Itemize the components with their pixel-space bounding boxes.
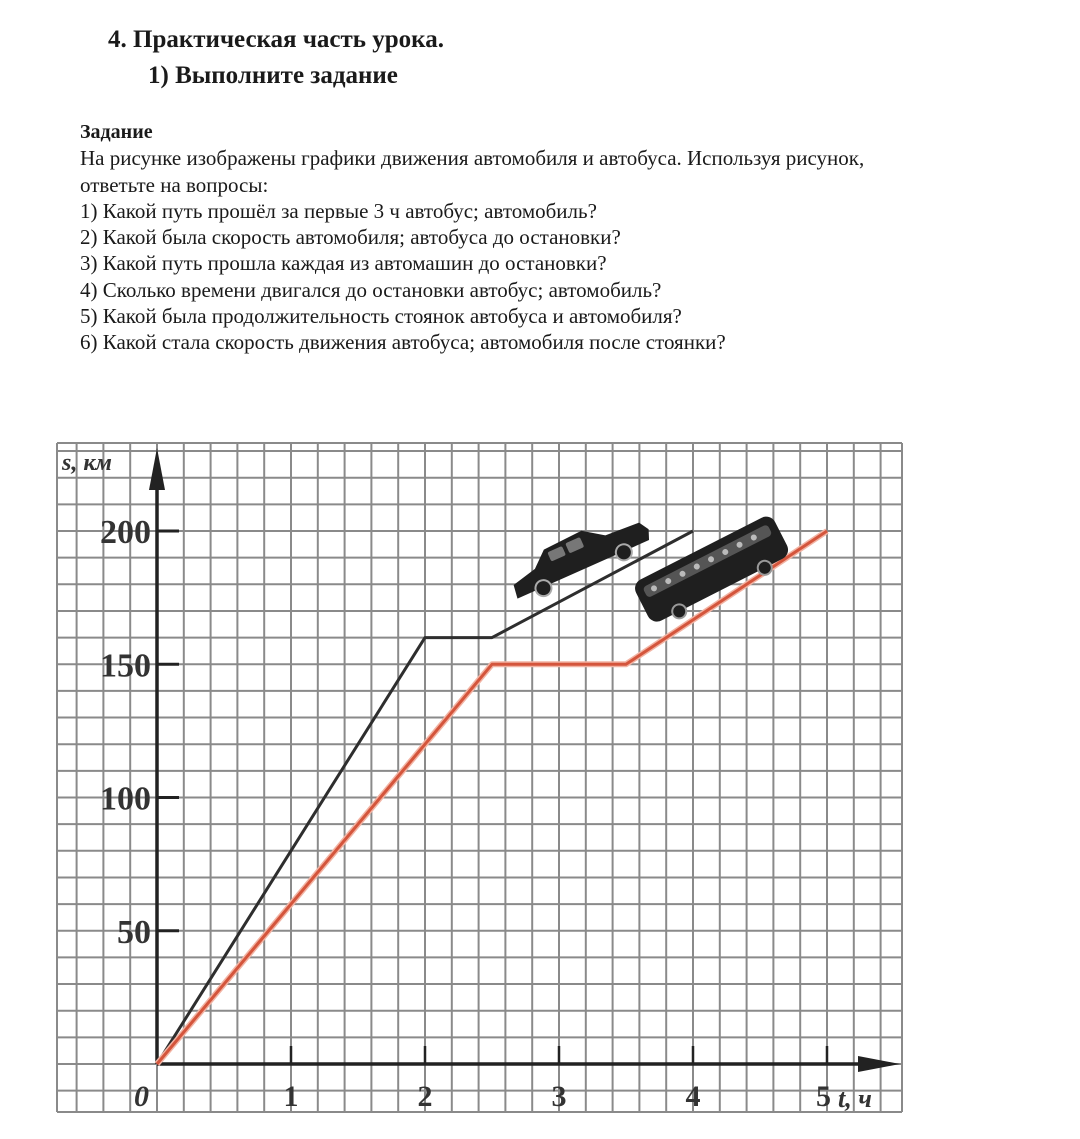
x-axis-label: t, ч: [838, 1084, 872, 1113]
task-block: [80, 119, 1080, 356]
task-intro-line2: ответьте на вопросы:: [80, 172, 269, 197]
svg-text:4: 4: [685, 1080, 701, 1113]
subsection-title: 1) Выполните задание: [148, 62, 398, 89]
svg-text:3: 3: [551, 1080, 567, 1113]
question-4: 4) Сколько времени двигался до остановки автобус; автомобиль?: [80, 277, 662, 302]
svg-text:5: 5: [816, 1080, 831, 1113]
question-2: 2) Какой была скорость автомобиля; автобуса до остановки?: [80, 225, 621, 250]
svg-text:100: 100: [100, 780, 151, 818]
svg-text:0: 0: [134, 1080, 149, 1113]
svg-text:200: 200: [100, 514, 151, 551]
svg-text:50: 50: [117, 913, 151, 951]
svg-text:1: 1: [283, 1080, 299, 1113]
question-3: 3) Какой путь прошла каждая из автомашин до остановки?: [80, 251, 607, 276]
axes: [149, 448, 900, 1072]
section-title: 4. Практическая часть урока.: [108, 26, 444, 53]
task-title: Задание: [80, 121, 153, 143]
svg-text:150: 150: [100, 647, 151, 685]
question-1: 1) Какой путь прошёл за первые 3 ч автобус; автомобиль?: [80, 198, 597, 223]
svg-text:2: 2: [417, 1080, 433, 1113]
y-axis-label: s, км: [62, 450, 112, 476]
question-6: 6) Какой стала скорость движения автобуса; автомобиля после стоянки?: [80, 330, 726, 355]
motion-graph: [0, 400, 1080, 1134]
task-intro-line1: На рисунке изображены графики движения автомобиля и автобуса. Используя рисунок,: [80, 146, 865, 171]
question-5: 5) Какой была продолжительность стоянок автобуса и автомобиля?: [80, 304, 682, 329]
